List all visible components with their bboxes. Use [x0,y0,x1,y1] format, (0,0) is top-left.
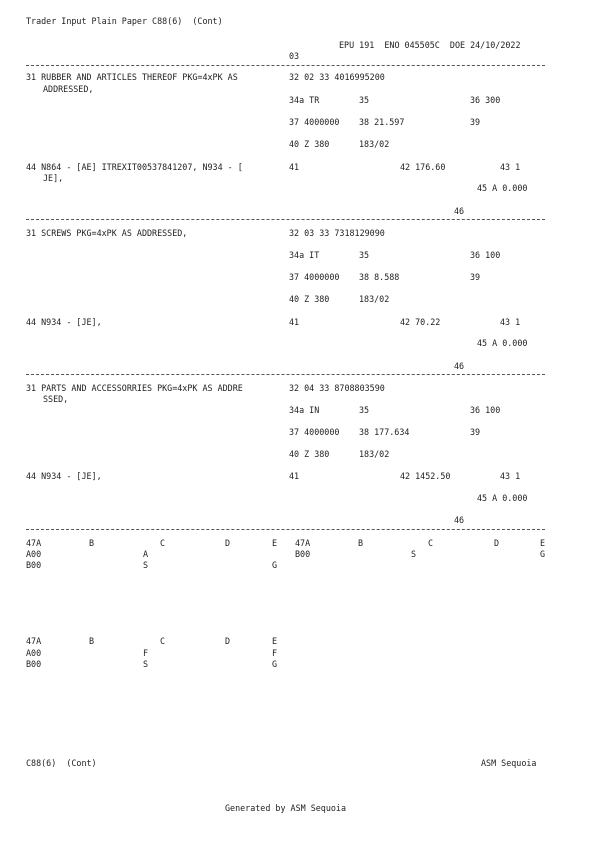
box-34a: 34a IN [289,405,320,415]
box-47-col-c: C [160,636,166,646]
box-47-col-d: D [225,538,231,548]
separator [26,219,545,220]
form-title: Trader Input Plain Paper C88(6) (Cont) [26,16,223,26]
box-35: 35 [359,95,370,105]
box-39: 39 [470,117,481,127]
box-40: 40 Z 380 [289,139,330,149]
box-44: 44 N934 - [JE], [26,471,102,481]
box-38: 38 177.634 [359,427,410,437]
box-46: 46 [454,206,465,216]
box-32: 32 04 33 8708803590 [289,383,385,393]
box-47-row-e: G [540,549,546,559]
box-39: 39 [470,427,481,437]
box-45: 45 A 0.000 [477,183,528,193]
box-37: 37 4000000 [289,272,340,282]
box-46: 46 [454,515,465,525]
box-47-col-b: B [89,538,95,548]
box-44: 44 N934 - [JE], [26,317,102,327]
box-37: 37 4000000 [289,427,340,437]
box-35: 35 [359,405,370,415]
box-36: 36 300 [470,95,501,105]
footer-form-code: C88(6) (Cont) [26,758,97,768]
box-47-col-c: C [428,538,434,548]
box-42: 42 1452.50 [400,471,451,481]
box-47-row-type: B00 [26,659,42,669]
box-38: 38 21.597 [359,117,405,127]
box-40-ref: 183/02 [359,139,390,149]
box-40-ref: 183/02 [359,449,390,459]
separator [26,65,545,66]
item-description: 31 RUBBER AND ARTICLES THEREOF PKG=4xPK AS [26,72,238,82]
box-40: 40 Z 380 [289,449,330,459]
box-39: 39 [470,272,481,282]
box-47-row-c: A [143,549,149,559]
box-44-cont: JE], [43,173,64,183]
separator [26,529,545,530]
box-47-col-e: E [272,636,278,646]
box-47-row-type: B00 [295,549,311,559]
box-47-col-e: E [540,538,546,548]
box-47-col-d: D [225,636,231,646]
box-36: 36 100 [470,250,501,260]
box-43: 43 1 [500,317,521,327]
box-41: 41 [289,471,300,481]
box-44: 44 N864 - [AE] ITREXIT00537841207, N934 - [ [26,162,243,172]
box-46: 46 [454,361,465,371]
box-47-col-type: 47A [295,538,311,548]
epu-eno-doe: EPU 191 ENO 045505C DOE 24/10/2022 [339,40,521,50]
item-description-cont: SSED, [43,394,69,404]
box-34a: 34a IT [289,250,320,260]
box-47-row-c: S [143,659,149,669]
box-47-row-c: S [411,549,417,559]
box-41: 41 [289,317,300,327]
box-35: 35 [359,250,370,260]
box-42: 42 70.22 [400,317,441,327]
separator [26,374,545,375]
box-47-row-type: A00 [26,549,42,559]
box-47-col-d: D [494,538,500,548]
box-43: 43 1 [500,471,521,481]
box-47-col-type: 47A [26,636,42,646]
item-description: 31 SCREWS PKG=4xPK AS ADDRESSED, [26,228,188,238]
box-47-col-e: E [272,538,278,548]
item-description: 31 PARTS AND ACCESSORRIES PKG=4xPK AS ADDRE [26,383,243,393]
box-47-row-c: S [143,560,149,570]
box-03: 03 [289,51,300,61]
box-41: 41 [289,162,300,172]
footer-brand: ASM Sequoia [481,758,537,768]
box-47-col-b: B [89,636,95,646]
box-47-col-type: 47A [26,538,42,548]
box-37: 37 4000000 [289,117,340,127]
box-40: 40 Z 380 [289,294,330,304]
box-45: 45 A 0.000 [477,493,528,503]
box-47-row-e: G [272,560,278,570]
box-34a: 34a TR [289,95,320,105]
box-47-row-e: G [272,659,278,669]
box-47-row-c: F [143,648,149,658]
box-38: 38 8.588 [359,272,400,282]
box-45: 45 A 0.000 [477,338,528,348]
box-47-col-c: C [160,538,166,548]
box-32: 32 02 33 4016995200 [289,72,385,82]
box-47-row-type: B00 [26,560,42,570]
box-43: 43 1 [500,162,521,172]
box-47-col-b: B [358,538,364,548]
box-40-ref: 183/02 [359,294,390,304]
box-47-row-type: A00 [26,648,42,658]
box-42: 42 176.60 [400,162,446,172]
box-47-row-e: F [272,648,278,658]
box-36: 36 100 [470,405,501,415]
item-description-cont: ADDRESSED, [43,84,94,94]
generated-by: Generated by ASM Sequoia [225,803,347,813]
box-32: 32 03 33 7318129090 [289,228,385,238]
